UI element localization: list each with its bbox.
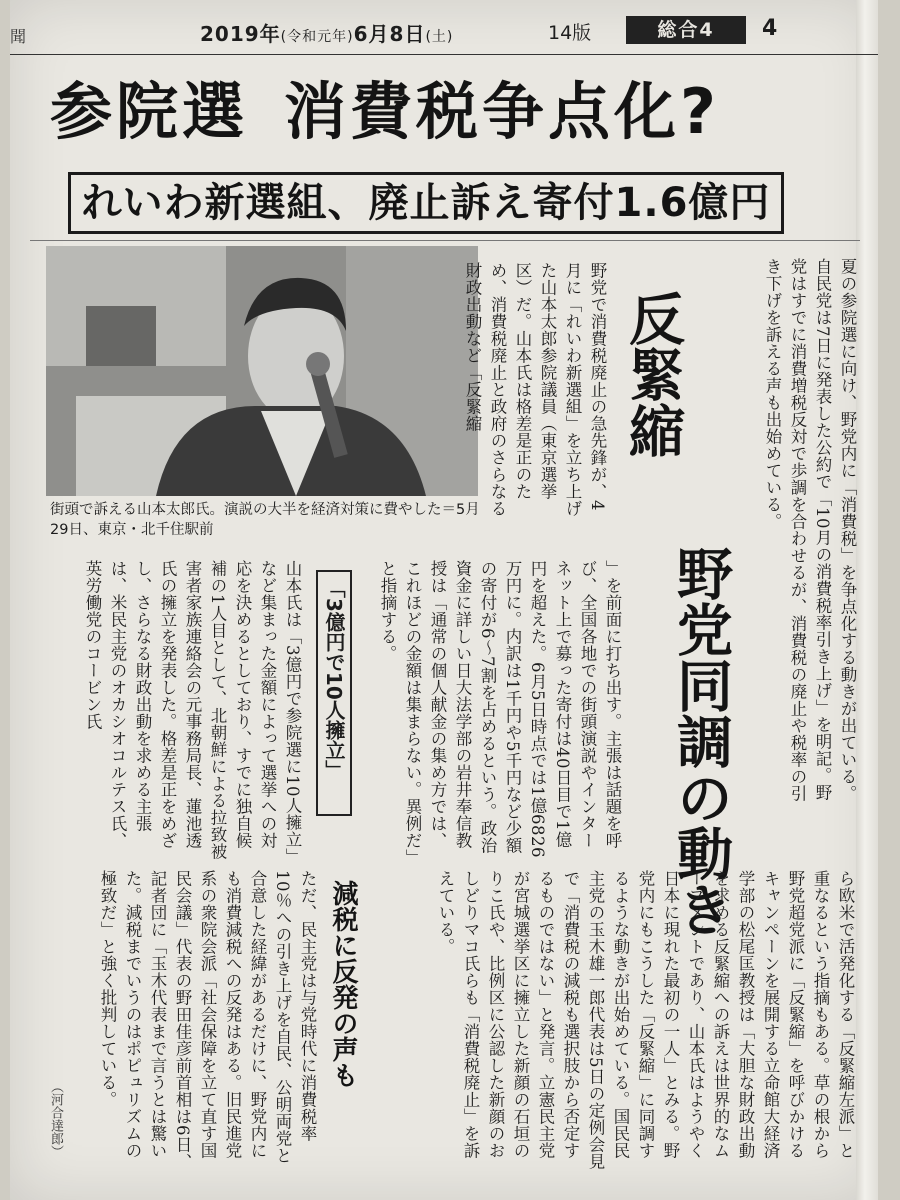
headline-part1: 参院選: [50, 75, 249, 148]
kicker-anti-austerity: 反緊縮: [620, 290, 685, 458]
body-column-a: 野党で消費税廃止の急先鋒が、4月に「れいわ新選組」を立ち上げた山本太郎参院議員（東京選挙区）だ。山本氏は格差是正のため、消費税廃止と政府のさらなる財政出動など「反緊縮: [463, 262, 607, 517]
masthead-edition: 14版: [548, 22, 592, 44]
masthead-section: 総合4: [626, 16, 746, 44]
photo-illustration: [46, 246, 478, 496]
masthead-date: [200, 18, 453, 47]
subhead-tax-cut-backlash: 減税に反発の声も: [328, 880, 358, 1088]
photo-caption: 街頭で訴える山本太郎氏。演説の大半を経済対策に費やした＝5月29日、東京・北千住駅前: [50, 502, 480, 538]
divider: [30, 240, 860, 241]
masthead-page-number: 4: [762, 16, 778, 41]
byline: （河合達郎）: [48, 1080, 63, 1158]
masthead-weekday: (土): [425, 29, 454, 45]
subhead-3oku: 「3億円で10人擁立」: [316, 570, 352, 816]
kicker-opposition-moves: 野党同調の動き: [668, 545, 733, 937]
news-photo: [46, 246, 478, 496]
body-column-b: 」を前面に打ち出す。主張は話題を呼び、全国各地での街頭演説やインターネット上で募った寄付は40日目で1億円を超えた。6月5日時点では1億6826万円に。内訳は1千円や5千円など少額の寄付が6〜7割を占めるという。政治資金に詳しい日大法学部の岩井奉信教授は「通常の個人献金の集め方では、これほどの金額は集まらない。異例だ」と指摘する。: [378, 560, 622, 858]
main-headline: [50, 62, 830, 151]
body-column-d: ら欧米で活発化する「反緊縮左派」と重なるという指摘もある。草の根から野党超党派に「反緊縮」を呼びかけるキャンペーンを展開する立命館大経済学部の松尾匡教授は「大胆な財政出動を求める反緊縮への訴えは世界的なムーブメントであり、山本氏はようやく日本に現れた最初の一人」とみる。野党内にもこうした「反緊縮」に同調するような動きが出始めている。国民民主党の玉木雄一郎代表は5日の定例会見で「消費税の減税も選択肢から否定するものではない」と発言。立憲民主党が宮城選挙区に擁立した新顔の石垣のりこ氏や、比例区に公認した新顔のおしどりマコ氏らも「消費税廃止」を訴えている。: [436, 870, 855, 1170]
masthead-year: 2019年: [200, 22, 281, 46]
masthead-day: 6月8日: [353, 22, 426, 46]
body-column-e: ただ、民主党は与党時代に消費税率10％への引き上げを自民、公明両党と合意した経緯があるだけに、野党内にも消費減税への反発はある。旧民進党系の衆院会派「社会保障を立て直す国民会議」代表の野田佳彦前首相は6日、記者団に「玉木代表まで言うとは驚いた。減税までいうのはポピュリズムの極致だ」と強く批判している。: [98, 870, 317, 1170]
masthead-left-mark: 聞: [10, 27, 27, 46]
lead-paragraph: 夏の参院選に向け、野党内に「消費税」を争点化する動きが出ている。自民党は7日に発表した公約で「10月の消費税率引き上げ」を明記。野党はすでに消費増税反対で歩調を合わせるが、消費税の廃止や税率の引き下げを訴える声も出始めている。: [763, 258, 857, 802]
headline-part2: 消費税争点化?: [284, 75, 720, 148]
newspaper-page: [10, 0, 878, 1200]
sub-headline: れいわ新選組、廃止訴え寄付1.6億円: [68, 172, 784, 234]
body-column-c: 山本氏は「3億円で参院選に10人擁立」など集まった金額によって選挙への対応を決めるとしており、すでに独自候補の1人目として、北朝鮮による拉致被害者家族連絡会の元事務局長、蓮池透氏の擁立を発表した。格差是正をめざし、さらなる財政出動を求める主張は、米民主党のオカシオコルテス氏、英労働党のコービン氏: [83, 560, 302, 860]
masthead-era: (令和元年): [280, 29, 354, 45]
masthead: [10, 14, 878, 55]
